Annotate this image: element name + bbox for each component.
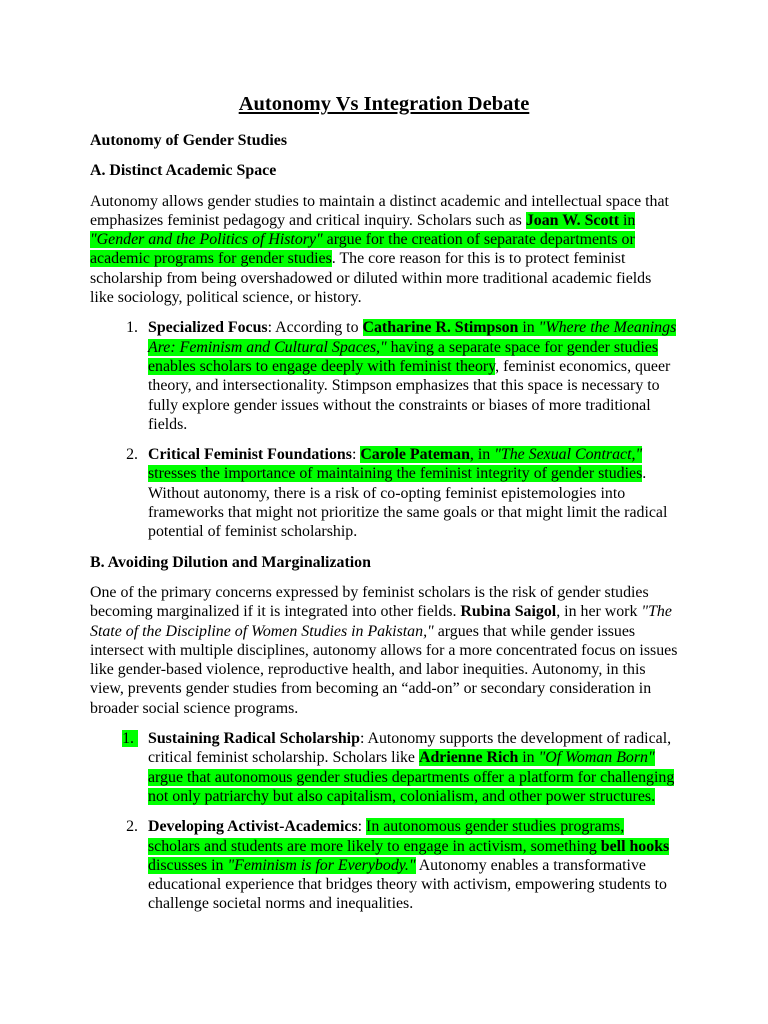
list-item-text (148, 817, 678, 913)
text-run: , feminist economics, queer theory, and intersectionality. Stimpson emphasizes that this space is necessary to fully explore gender issues without the constraints or biases of more traditional fields. (148, 357, 671, 433)
highlighted-text: in (619, 211, 636, 229)
text-run: : (357, 818, 367, 836)
list-item-text (148, 318, 678, 434)
list-item-number (90, 729, 148, 806)
section-heading: A. Distinct Academic Space (90, 162, 277, 180)
text-run: Autonomy enables a transformative educational experience that bridges theory with activism, empowering students to challenge societal norms and inequalities. (148, 856, 667, 913)
text-run: . Without autonomy, there is a risk of co-opting feminist epistemologies into frameworks that might not prioritize the same goals or that might limit the radical potential of feminist scholarship. (148, 465, 668, 541)
text-run: Sustaining Radical Scholarship (148, 730, 360, 748)
text-run: : According to (267, 319, 363, 337)
section-heading: B. Avoiding Dilution and Marginalization (90, 553, 371, 571)
list-item (90, 729, 678, 806)
list-item-number (90, 445, 148, 541)
highlighted-text: "Gender and the Politics of History" (90, 231, 323, 249)
numbered-list (90, 729, 678, 914)
list-item-number-text: 2. (126, 818, 138, 836)
highlighted-text: in (518, 319, 539, 337)
highlighted-text: stresses the importance of maintaining the feminist integrity of gender studies (148, 465, 643, 483)
list-item (90, 318, 678, 434)
text-run: , in her work (556, 603, 642, 621)
highlighted-text: "Feminism is for Everybody." (227, 856, 416, 874)
highlighted-text: having a separate space for gender studies enables scholars to engage deeply with feminist theory (148, 338, 659, 375)
document-title: Autonomy Vs Integration Debate (238, 93, 530, 115)
list-item (90, 445, 678, 541)
text-run: . The core reason for this is to protect feminist scholarship from being overshadowed or diluted within more traditional academic fields like sociology, political science, or history. (90, 250, 652, 307)
text-run: Developing Activist-Academics (148, 818, 358, 836)
text-run: argues that while gender issues intersect with multiple disciplines, autonomy allows for a more concentrated focus on issues like gender-based violence, reproductive health, and labor inequities. Autonomy, in this view, prevents gender studies from becoming an “add-on” or secondary consideration in broader social science programs. (90, 622, 678, 717)
highlighted-text: Carole Pateman (360, 446, 470, 464)
highlighted-text: discusses in (148, 856, 228, 874)
list-item-text (148, 729, 678, 806)
paragraph (90, 583, 678, 718)
list-item-text (148, 445, 678, 541)
section-heading: Autonomy of Gender Studies (90, 132, 288, 149)
numbered-list (90, 318, 678, 541)
highlighted-text: Joan W. Scott (525, 211, 619, 229)
highlighted-text: bell hooks (600, 837, 670, 855)
text-run: "The State of the Discipline of Women Studies in Pakistan," (90, 603, 672, 640)
highlighted-text: argue for the creation of separate departments or academic programs for gender studies (90, 231, 635, 268)
list-item-number (90, 817, 148, 913)
list-item-number-text: 1. (126, 319, 138, 337)
highlighted-text: , in (469, 446, 495, 464)
text-run: One of the primary concerns expressed by feminist scholars is the risk of gender studies becoming marginalized if it is integrated into other fields. (90, 583, 649, 621)
text-run: : Autonomy supports the development of radical, critical feminist scholarship. Scholars like (148, 730, 672, 767)
highlighted-text: in (518, 749, 539, 767)
highlighted-text: "Where the Meanings Are: Feminism and Cultural Spaces," (148, 319, 677, 356)
list-item (90, 817, 678, 913)
highlighted-text: Adrienne Rich (418, 749, 519, 767)
highlighted-text: "Of Woman Born" (538, 749, 655, 767)
text-run: Autonomy allows gender studies to maintain a distinct academic and intellectual space that emphasizes feminist pedagogy and critical inquiry. Scholars such as (90, 192, 669, 229)
list-item-number-text: 2. (126, 446, 138, 464)
highlighted-text: argue that autonomous gender studies departments offer a platform for challenging not only patriarchy but also capitalism, colonialism, and other power structures. (148, 768, 675, 805)
highlighted-text: In autonomous gender studies programs, scholars and students are more likely to engage in activism, something (148, 818, 625, 855)
text-run: Specialized Focus (148, 319, 268, 337)
highlighted-text: "The Sexual Contract," (494, 446, 643, 464)
list-item-number-text: 1. (122, 730, 138, 747)
list-item-number (90, 318, 148, 434)
paragraph (90, 192, 678, 308)
highlighted-text: Catharine R. Stimpson (362, 319, 519, 337)
text-run: Critical Feminist Foundations (148, 446, 352, 464)
text-run: Rubina Saigol (460, 603, 557, 621)
text-run: : (351, 446, 361, 464)
